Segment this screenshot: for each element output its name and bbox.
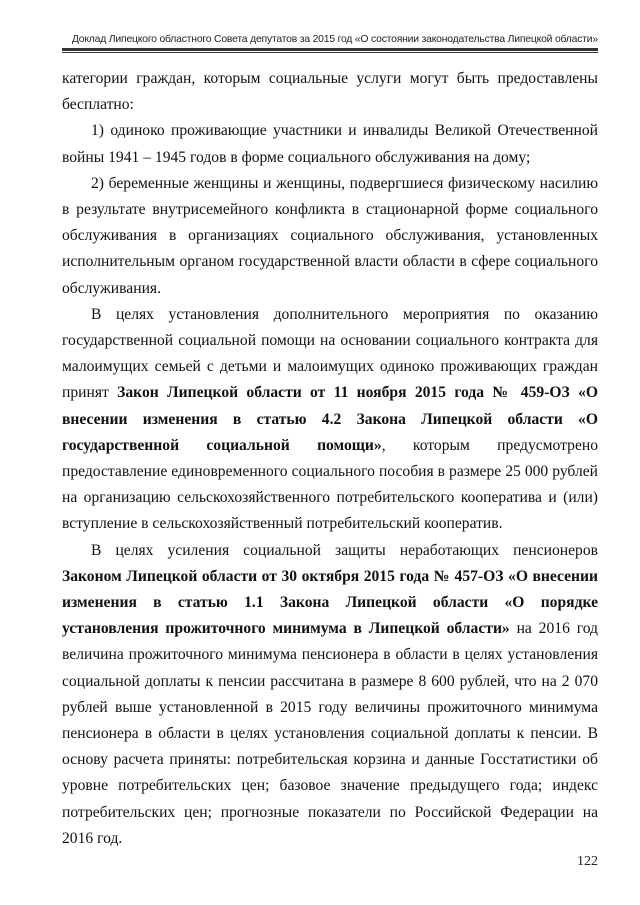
running-header: Доклад Липецкого областного Совета депутатов за 2015 год «О состоянии законодательства Липецкой области» [71,34,598,45]
header-rule-thin-line [62,52,598,53]
paragraph-5-law-reference: Законом Липецкой области от 30 октября 2015 года № 457-ОЗ «О внесении изменения в статью 1.1 Закона Липецкой области «О порядке установления прожиточного минимума в Липецкой области» [62,567,598,638]
paragraph-3 [62,171,598,302]
paragraph-5-text-end: на 2016 год величина прожиточного минимума пенсионера в области в целях установления социальной доплаты к пенсии рассчитана в размере 8 600 рублей, что на 2 070 рублей выше установленной в 2015 году величины прожиточного минимума пенсионера в области в целях установления социальной доплаты к пенсии. В основу расчета приняты: потребительская корзина и данные Госстатистики об уровне потребительских цен; базовое значение предыдущего года; индекс потребительских цен; прогнозные показатели по Российской Федерации на 2016 год. [62,620,598,847]
paragraph-5 [62,538,598,852]
paragraph-5-text-start: В целях усиления социальной защиты неработающих пенсионеров [91,541,598,559]
header-rule-thick-line [62,48,598,51]
paragraph-3-text: 2) беременные женщины и женщины, подвергшиеся физическому насилию в результате внутрисемейного конфликта в стационарной форме социального обслуживания в организациях социального обслуживания, установленных исполнительным органом государственной власти области в сфере социального обслуживания. [62,174,598,297]
paragraph-4 [62,302,598,538]
paragraph-2 [62,118,598,170]
paragraph-4-text-start: В целях установления дополнительного мероприятия по оказанию государственной социальной помощи на основании социального контракта для малоимущих семьей с детьми и малоимущих одиноко проживающих граждан принят [62,305,598,402]
body-text [62,66,598,852]
header-rule [62,48,598,54]
paragraph-1 [62,66,598,118]
paragraph-4-text-end: , которым предусмотрено предоставление единовременного социального пособия в размере 25 000 рублей на организацию сельскохозяйственного потребительского кооператива и (или) вступление в сельскохозяйственный потребительский кооператив. [62,436,599,533]
paragraph-1-text: категории граждан, которым социальные услуги могут быть предоставлены бесплатно: [62,70,598,114]
page-number: 122 [577,854,598,869]
paragraph-4-law-reference: Закон Липецкой области от 11 ноября 2015 года № 459-ОЗ «О внесении изменения в статью 4.2 Закона Липецкой области «О государственной социальной помощи» [62,384,598,454]
paragraph-2-text: 1) одиноко проживающие участники и инвалиды Великой Отечественной войны 1941 – 1945 годов в форме социального обслуживания на дому; [62,122,598,166]
